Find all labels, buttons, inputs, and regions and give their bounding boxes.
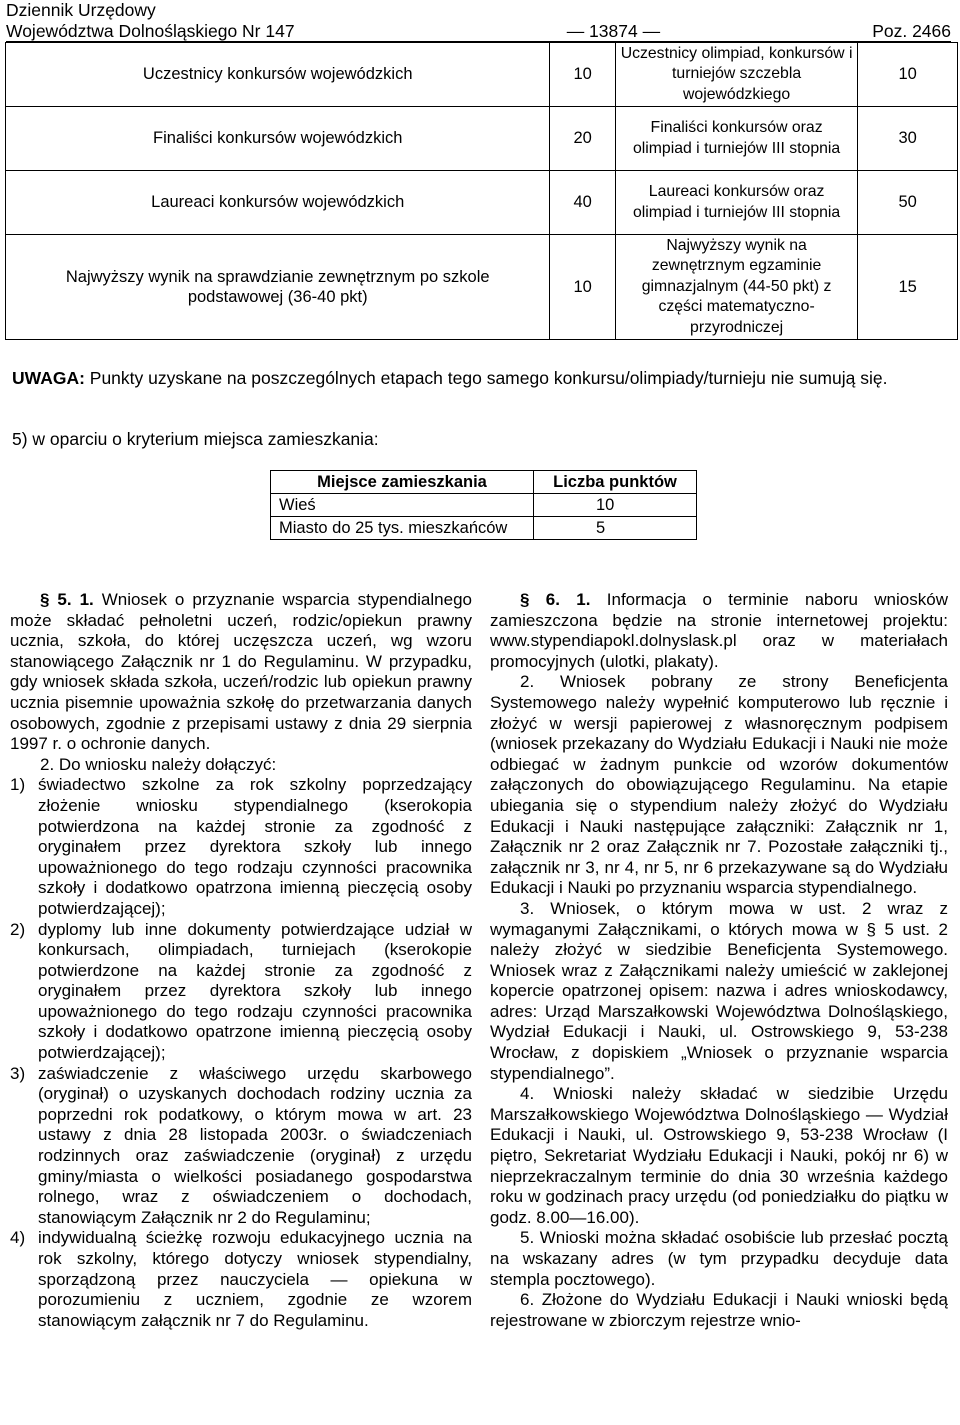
row-label: Uczestnicy olimpiad, konkursów i turniejów szczebla wojewódzkiego (615, 43, 858, 107)
section-number: § 5. 1. (40, 590, 94, 609)
table-row (271, 517, 697, 540)
paragraph-5-1 (10, 590, 472, 755)
row-label: Laureaci konkursów wojewódzkich (6, 171, 550, 235)
row-value: 15 (858, 235, 958, 340)
section-number: § 6. 1. (520, 590, 591, 609)
table-row (6, 43, 958, 107)
paragraph-6-3: 3. Wniosek, o którym mowa w ust. 2 wraz z wymaganymi Załącznikami, o których mowa w § 5 ust. 2 należy złożyć w siedzibie Beneficjenta Systemowego. Wniosek wraz z Załącznikami należy umieścić w zaklejonej kopercie opatrzonej opisem: nazwa i adres wnioskodawcy, adres: Urząd Marszałkowski Województwa Dolnośląskiego, Wydział Edukacji i Nauki, ul. Ostrowskiego 9, 53-238 Wrocław, z dopiskiem „Wniosek o przyznanie wsparcia stypendialnego”. (490, 898, 948, 1083)
row-value: 10 (550, 43, 615, 107)
table-cell: 5 (534, 517, 697, 540)
journal-subtitle: Województwa Dolnośląskiego Nr 147 (6, 21, 295, 41)
column-header: Miejsce zamieszkania (271, 471, 534, 494)
paragraph-5-2: 2. Do wniosku należy dołączyć: (40, 754, 277, 774)
row-value: 20 (550, 107, 615, 171)
row-label: Finaliści konkursów wojewódzkich (6, 107, 550, 171)
row-value: 10 (550, 235, 615, 340)
row-value: 40 (550, 171, 615, 235)
list-item (10, 1064, 472, 1229)
list-item-number: 3) (10, 1063, 26, 1083)
row-label: Najwyższy wynik na zewnętrznym egzaminie gimnazjalnym (44-50 pkt) z części matematyczno-przyrodniczej (615, 235, 858, 340)
page-number: — 13874 — (566, 21, 661, 41)
position-number: Poz. 2466 (872, 21, 951, 41)
table-row (271, 494, 697, 517)
left-column (10, 590, 472, 1331)
list-item (10, 775, 472, 919)
right-column (490, 590, 948, 1331)
row-value: 10 (858, 43, 958, 107)
paragraph-text: Informacja o terminie naboru wniosków zamieszczona będzie na stronie internetowej projektu: www.stypendiapokl.dolnyslask.pl oraz w materiałach promocyjnych (ulotki, plakaty). (490, 590, 948, 671)
residence-table (270, 470, 697, 540)
row-label: Laureaci konkursów oraz olimpiad i turniejów III stopnia (615, 171, 858, 235)
paragraph-6-1 (490, 590, 948, 672)
paragraph-6-2: 2. Wniosek pobrany ze strony Beneficjenta Systemowego należy wypełnić komputerowo lub ręcznie i złożyć w wersji papierowej z własnoręcznym podpisem (wniosek przekazany do Wydziału Edukacji i Nauki nie może odbiegać w żadnym punkcie od wzorów dokumentów załączonych do obowiązującego Regulaminu. Na etapie ubiegania się o stypendium należy złożyć do Wydziału Edukacji i Nauki następujące załączniki: Załącznik nr 1, Załącznik nr 2 oraz Załącznik nr 7. Pozostałe załączniki tj., załącznik nr 3, nr 4, nr 5, nr 6 przekazywane są do Wydziału Edukacji i Nauki po przyznaniu wsparcia stypendialnego. (490, 672, 948, 898)
list-item-number: 2) (10, 919, 26, 939)
list-item-text: dyplomy lub inne dokumenty potwierdzające udział w konkursach, olimpiadach, turniejach (kserokopie potwierdzone na każdej stronie za zgodność z oryginałem przez dyrektora szkoły lub innego upoważnionego do tego rodzaju czynności pracownika szkoły i dodatkowo opatrzone imienną pieczęcią osoby potwierdzającej); (38, 919, 472, 1063)
paragraph-6-6: 6. Złożone do Wydziału Edukacji i Nauki wnioski będą rejestrowane w zbiorczym rejestrze wnio- (490, 1290, 948, 1330)
list-item (10, 920, 472, 1064)
paragraph-6-5: 5. Wnioski można składać osobiście lub przesłać pocztą na wskazany adres (w tym przypadku decyduje data stempla pocztowego). (490, 1228, 948, 1289)
page-header (6, 0, 951, 42)
table-row (6, 107, 958, 171)
row-value: 50 (858, 171, 958, 235)
column-header: Liczba punktów (534, 471, 697, 494)
row-label: Najwyższy wynik na sprawdzianie zewnętrznym po szkole podstawowej (36-40 pkt) (6, 235, 550, 340)
table-cell: Wieś (271, 494, 534, 517)
points-table (5, 42, 958, 340)
section-intro: 5) w oparciu o kryterium miejsca zamieszkania: (12, 429, 379, 449)
paragraph-6-4: 4. Wnioski należy składać w siedzibie Urzędu Marszałkowskiego Województwa Dolnośląskiego — Wydział Edukacji i Nauki, ul. Ostrowskiego 9, 53-238 Wrocław (I piętro, Sekretariat Wydziału Edukacji i Nauki, pokój nr 6) w nieprzekraczalnym terminie do dnia 30 września każdego roku w godzinach pracy urzędu (od poniedziałku do piątku w godz. 8.00—16.00). (490, 1084, 948, 1227)
note-label: UWAGA: (12, 368, 85, 388)
list-item (10, 1228, 472, 1331)
list-item-number: 4) (10, 1228, 26, 1248)
table-row (6, 171, 958, 235)
journal-title: Dziennik Urzędowy (6, 0, 156, 20)
row-label: Finaliści konkursów oraz olimpiad i turniejów III stopnia (615, 107, 858, 171)
list-item-number: 1) (10, 775, 26, 795)
row-value: 30 (858, 107, 958, 171)
table-cell: Miasto do 25 tys. mieszkańców (271, 517, 534, 540)
table-header-row (271, 471, 697, 494)
note-text: Punkty uzyskane na poszczególnych etapach tego samego konkursu/olimpiady/turnieju nie sumują się. (89, 368, 888, 388)
list-item-text: indywidualną ścieżkę rozwoju edukacyjnego ucznia na rok szkolny, którego dotyczy wniosek stypendialny, sporządzoną przez nauczyciela — opiekuna w porozumieniu z uczniem, zgodnie ze wzorem stanowiącym załącznik nr 7 do Regulaminu. (38, 1228, 472, 1330)
table-row (6, 235, 958, 340)
list-item-text: zaświadczenie z właściwego urzędu skarbowego (oryginał) o uzyskanych dochodach rodziny ucznia za poprzedni rok podatkowy, o którym mowa w art. 23 ustawy z dnia 28 listopada 2003r. o świadczeniach rodzinnych oraz zaświadczenie (oryginał) z urzędu gminy/miasta o wielkości posiadanego gospodarstwa rolnego, wraz z oświadczeniem o dochodach, stanowiącym Załącznik nr 2 do Regulaminu; (38, 1063, 472, 1227)
note-paragraph (12, 368, 948, 390)
table-cell: 10 (534, 494, 697, 517)
row-label: Uczestnicy konkursów wojewódzkich (6, 43, 550, 107)
list-item-text: świadectwo szkolne za rok szkolny poprzedzający złożenie wniosku stypendialnego (kserokopia potwierdzona na każdej stronie za zgodność z oryginałem przez dyrektora szkoły lub innego upoważnionego do tego rodzaju czynności pracownika szkoły i dodatkowo opatrzona imienną pieczęcią osoby potwierdzającej); (38, 775, 472, 918)
paragraph-text: Wniosek o przyznanie wsparcia stypendialnego może składać pełnoletni uczeń, rodzic/opiekun prawny ucznia, szkoła, do której uczęszcza uczeń, wg wzoru stanowiącego Załącznik nr 1 do Regulaminu. W przypadku, gdy wniosek składa szkoła, uczeń/rodzic lub opiekun prawny ucznia pisemnie upoważnia szkołę do przetwarzania danych osobowych, zgodnie z przepisami ustawy z dnia 29 sierpnia 1997 r. o ochronie danych. (10, 590, 472, 754)
